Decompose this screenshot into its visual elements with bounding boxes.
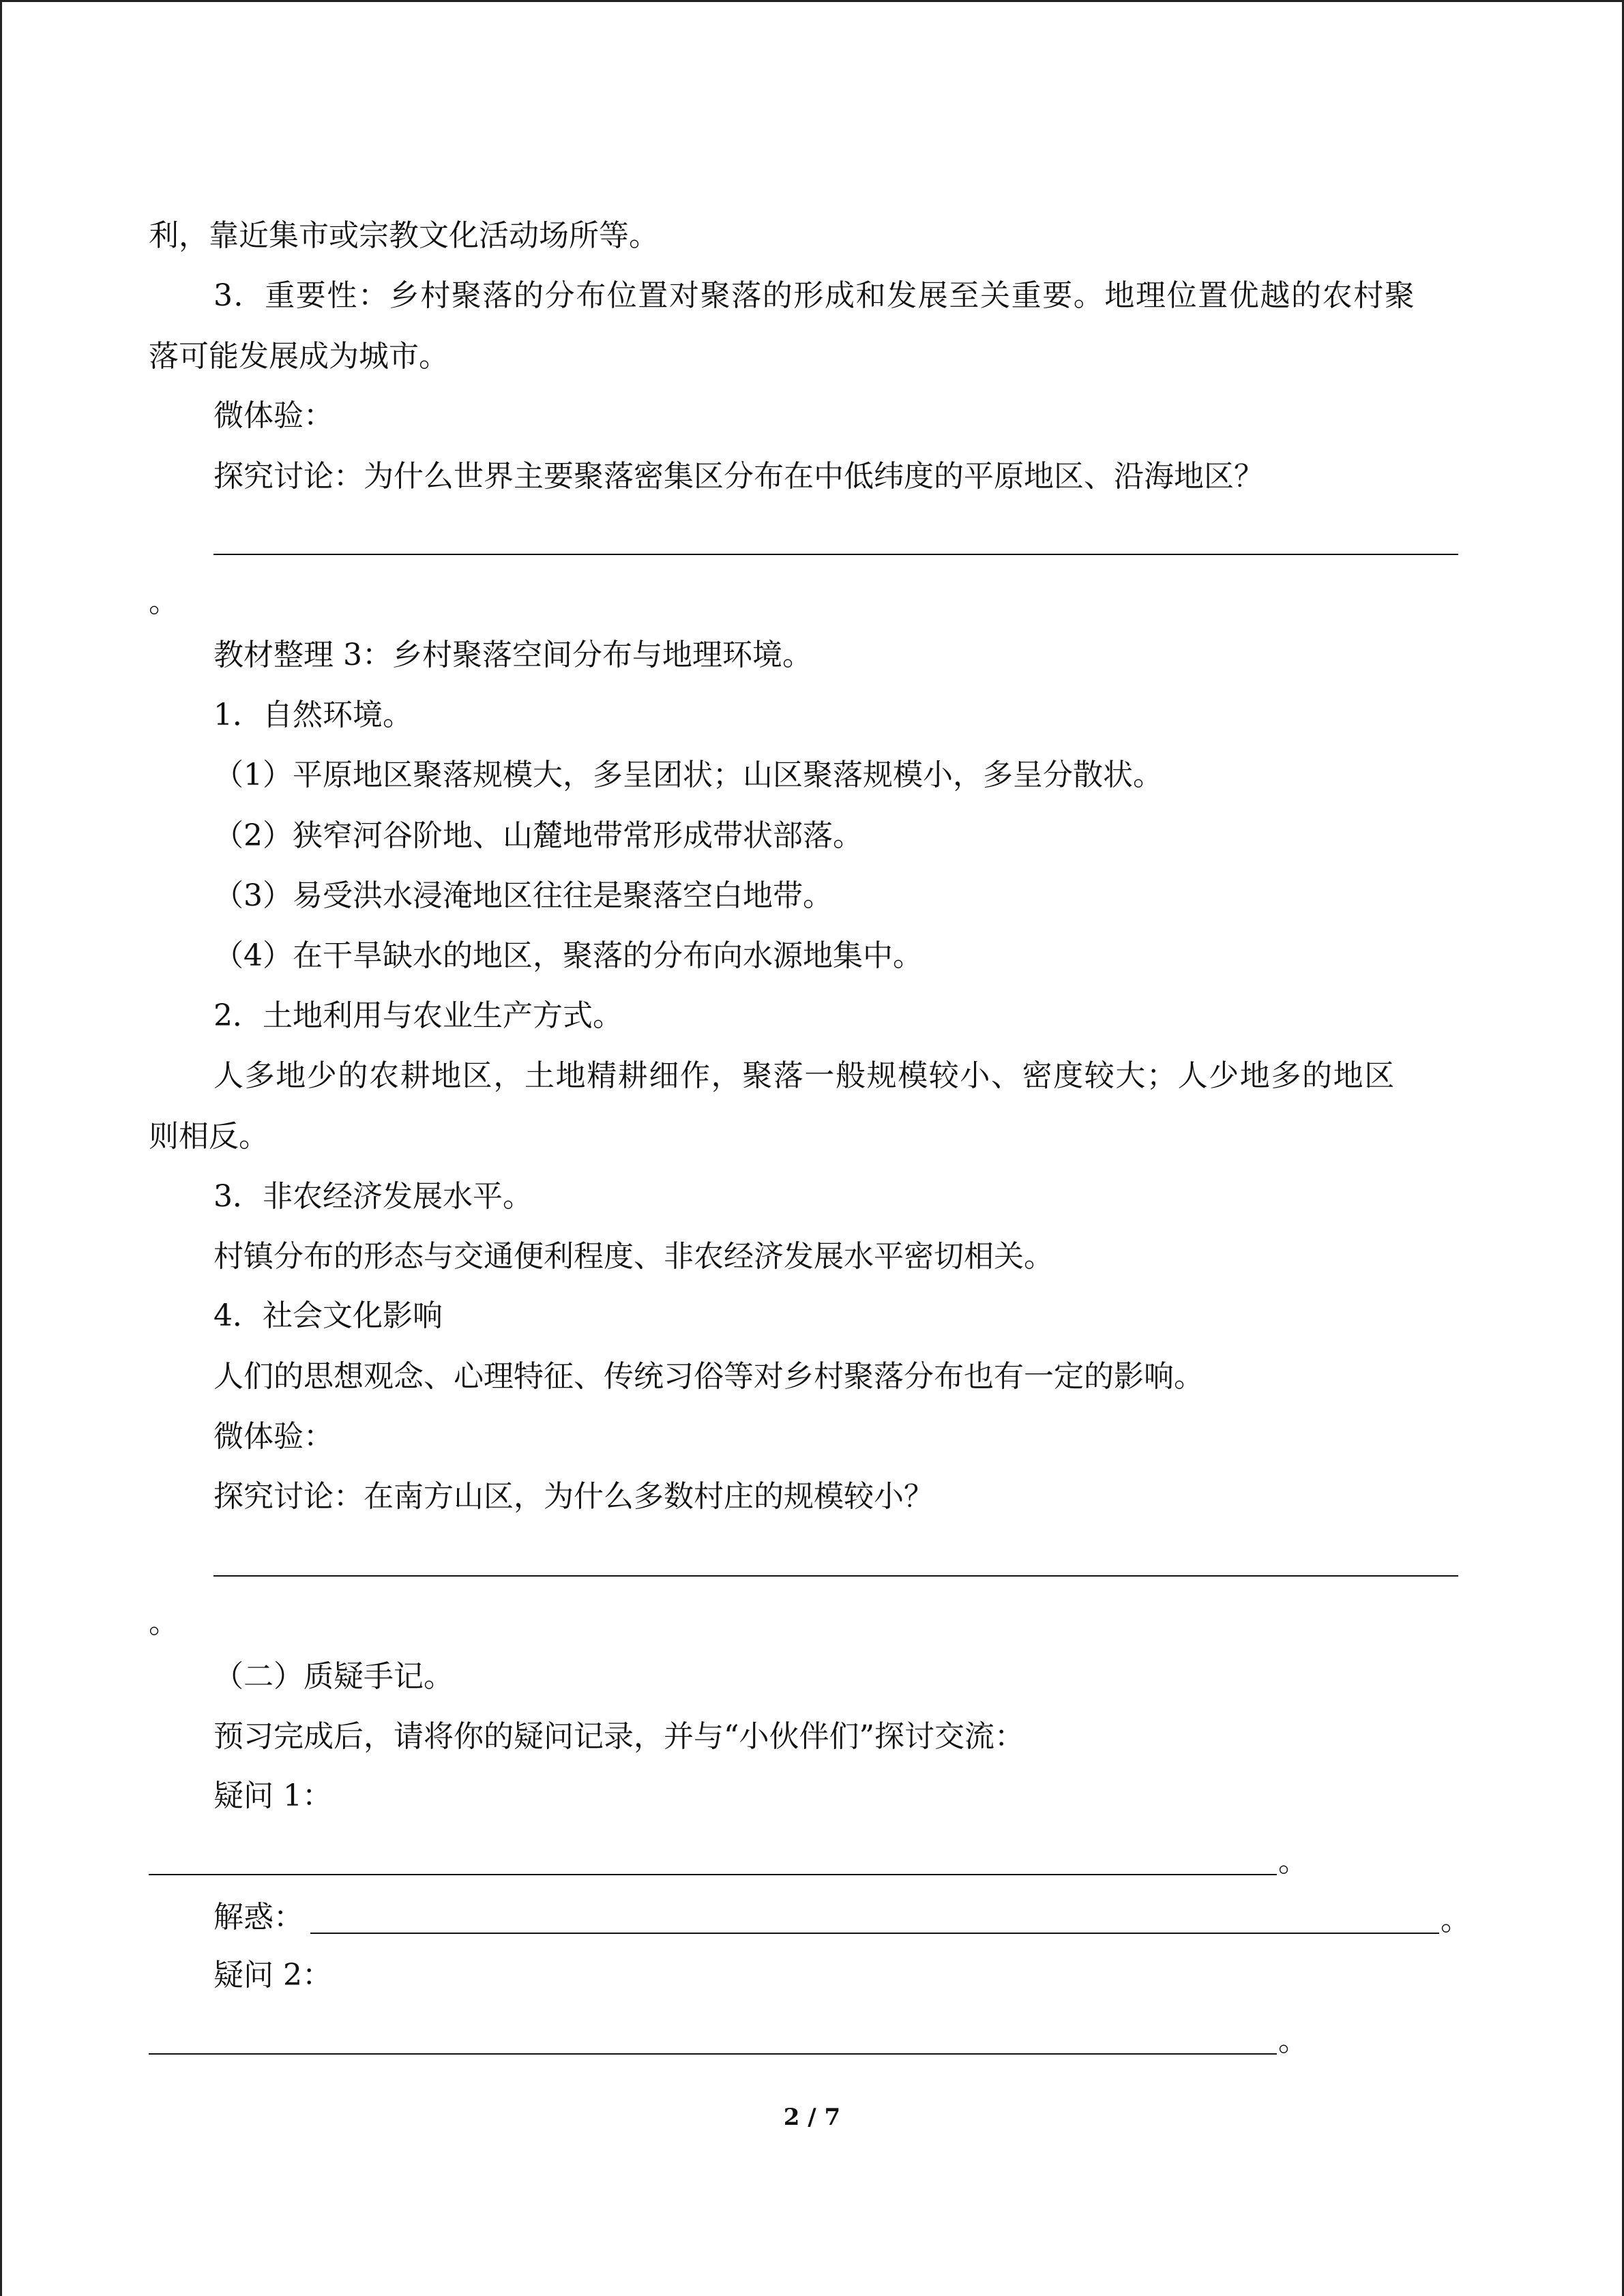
line-end-period: 。: [149, 1605, 179, 1640]
question-1-label: 疑问 1：: [213, 1778, 332, 1813]
question-2-label: 疑问 2：: [213, 1958, 332, 1993]
discussion-question: 探究讨论：为什么世界主要聚落密集区分布在中低纬度的平原地区、沿海地区？: [213, 459, 1264, 494]
text-line: （1）平原地区聚落规模大，多呈团状；山区聚落规模小，多呈分散状。: [213, 758, 1163, 792]
text-line: 3．重要性：乡村聚落的分布位置对聚落的形成和发展至关重要。地理位置优越的农村聚: [213, 278, 1416, 313]
text-line: （4）在干旱缺水的地区，聚落的分布向水源地集中。: [213, 938, 923, 973]
line-end-period: 。: [149, 584, 179, 619]
page-number: 2 / 7: [783, 2104, 841, 2131]
text-line: 2．土地利用与农业生产方式。: [213, 998, 623, 1033]
subheading-micro-experience: 微体验：: [213, 1419, 334, 1454]
text-line: （2）狭窄河谷阶地、山麓地带常形成带状部落。: [213, 818, 863, 853]
section-heading: （二）质疑手记。: [213, 1659, 454, 1694]
answer-blank[interactable]: [310, 1933, 1439, 1934]
line-end-period: 。: [1278, 2023, 1308, 2058]
section-heading: 教材整理 3：乡村聚落空间分布与地理环境。: [213, 638, 812, 672]
question-2-blank[interactable]: [149, 2053, 1277, 2055]
text-line: 人们的思想观念、心理特征、传统习俗等对乡村聚落分布也有一定的影响。: [213, 1359, 1204, 1394]
text-line: 村镇分布的形态与交通便利程度、非农经济发展水平密切相关。: [213, 1239, 1054, 1274]
subheading-micro-experience: 微体验：: [213, 398, 334, 433]
text-line: 利，靠近集市或宗教文化活动场所等。: [149, 218, 659, 253]
text-line: （3）易受洪水浸淹地区往往是聚落空白地带。: [213, 878, 833, 913]
text-line: 则相反。: [149, 1119, 269, 1154]
text-line: 1．自然环境。: [213, 698, 413, 732]
line-end-period: 。: [1278, 1844, 1308, 1879]
page-frame-left: [0, 0, 2, 2296]
text-line: 预习完成后，请将你的疑问记录，并与“小伙伴们”探讨交流：: [213, 1719, 1024, 1754]
text-line: 4．社会文化影响: [213, 1298, 443, 1333]
text-line: 人多地少的农耕地区，土地精耕细作，聚落一般规模较小、密度较大；人少地多的地区: [213, 1058, 1396, 1093]
text-line: 落可能发展成为城市。: [149, 339, 449, 374]
discussion-question: 探究讨论：在南方山区，为什么多数村庄的规模较小？: [213, 1479, 934, 1514]
question-1-blank[interactable]: [149, 1874, 1277, 1875]
text-line: 3．非农经济发展水平。: [213, 1179, 533, 1214]
line-end-period: 。: [1441, 1903, 1471, 1937]
page-frame-top: [0, 0, 1624, 2]
answer-blank-line[interactable]: [213, 554, 1458, 555]
answer-label: 解惑：: [213, 1900, 304, 1935]
answer-blank-line[interactable]: [213, 1575, 1458, 1577]
